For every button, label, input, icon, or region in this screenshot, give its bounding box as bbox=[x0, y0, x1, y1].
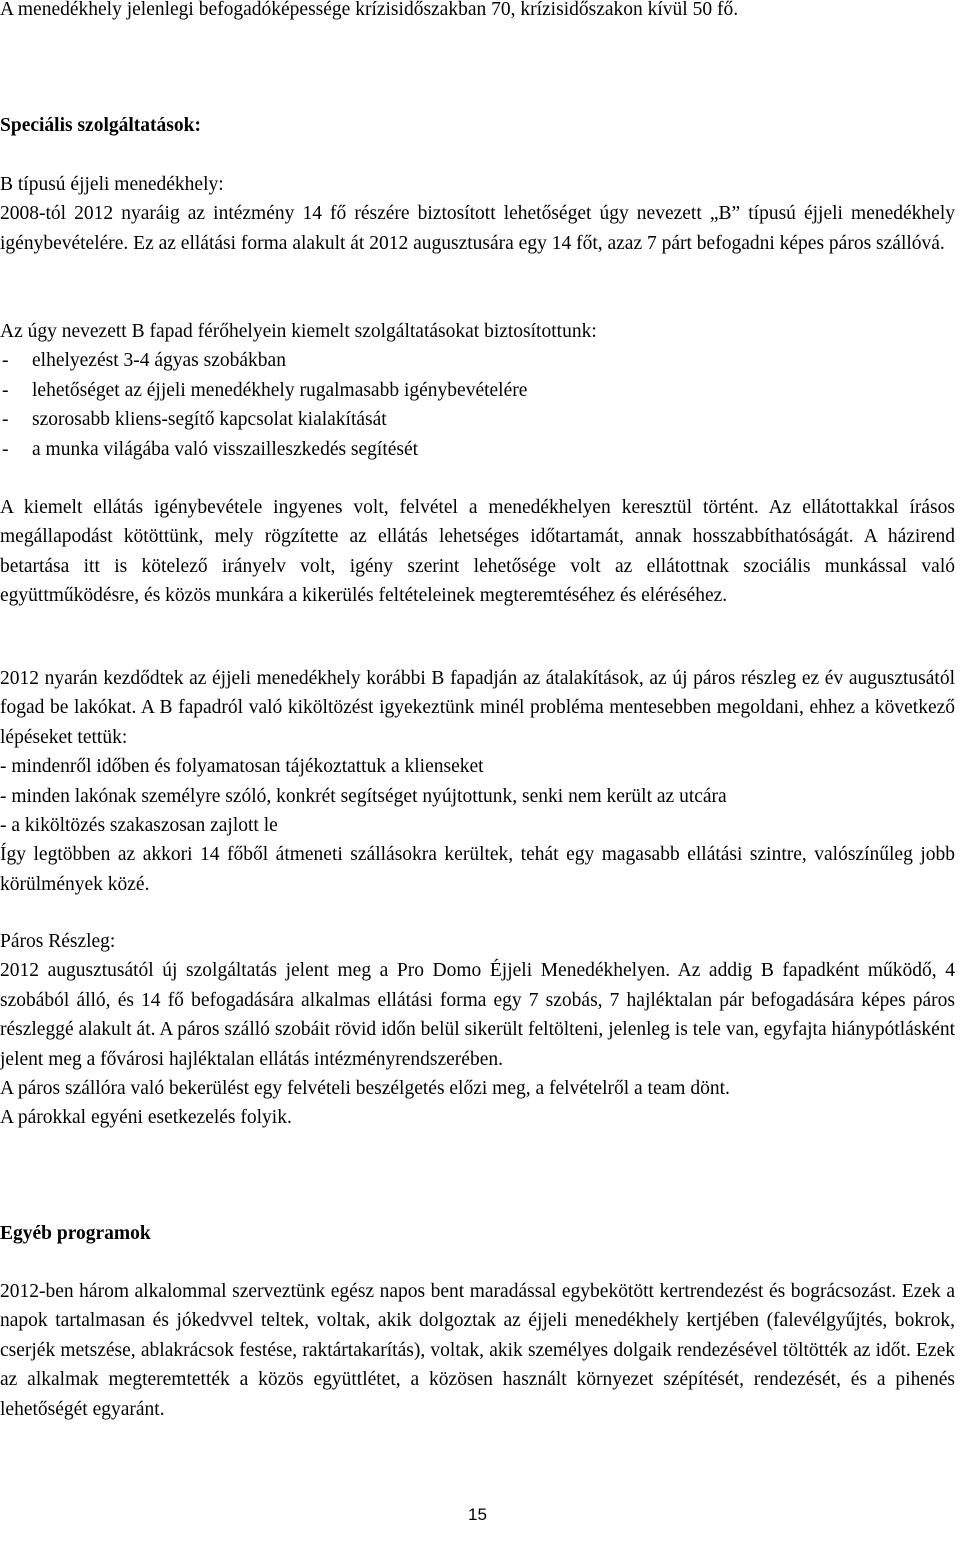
special-services-section bbox=[0, 111, 955, 140]
other-programs-body bbox=[0, 1277, 955, 1424]
paros-subtitle: Páros Részleg: bbox=[0, 931, 116, 952]
step-item: - a kiköltözés szakaszosan zajlott le bbox=[0, 815, 278, 837]
summer-section bbox=[0, 664, 955, 899]
b-type-section bbox=[0, 170, 955, 258]
paros-paragraph: 2012 augusztusától új szolgáltatás jelent meg a Pro Domo Éjjeli Menedékhelyen. Az addig B fapadként működő, 4 szobából álló, és 14 fő befogadására alkalmas ellátási forma egy 7 szobás, 7 hajléktalan pár befogadására képes páros részleggé alakult át. A páros szálló szobáit rövid időn belül sikerült feltölteni, jelenleg is tele van, egyfajta hiánypótlásként jelent meg a fővárosi hajléktalan ellátás intézményrendszerében. bbox=[0, 960, 955, 1070]
summer-paragraph: 2012 nyarán kezdődtek az éjjeli menedékhely korábbi B fapadján az átalakítások, az új páros részleg ez év augusztusától fogad be lakókat. A B fapadról való kiköltözést igyekeztünk minél probléma mentesebben megoldani, ehhez a következő lépéseket tettük: bbox=[0, 668, 955, 748]
b-type-subtitle: B típusú éjjeli menedékhely: bbox=[0, 174, 224, 195]
b-type-paragraph: 2008-tól 2012 nyaráig az intézmény 14 fő részére biztosított lehetőséget úgy nevezett „B” típusú éjjeli menedékhely igénybevételére. Ez az ellátási forma alakult át 2012 augusztusára egy 14 főt, azaz 7 párt befogadni képes páros szállóvá. bbox=[0, 203, 955, 254]
list-item bbox=[0, 346, 955, 375]
other-programs-section bbox=[0, 1219, 955, 1248]
list-item-text: a munka világába való visszailleszkedés segítését bbox=[32, 438, 419, 460]
paros-section bbox=[0, 927, 955, 1133]
list-item-text: lehetőséget az éjjeli menedékhely rugalmasabb igénybevételére bbox=[32, 379, 528, 401]
free-service-section bbox=[0, 493, 955, 611]
list-dash: - bbox=[2, 350, 9, 372]
services-intro: Az úgy nevezett B fapad férőhelyein kiemelt szolgáltatásokat biztosítottunk: bbox=[0, 321, 597, 342]
list-item bbox=[0, 376, 955, 405]
other-programs-heading: Egyéb programok bbox=[0, 1223, 151, 1244]
list-item bbox=[0, 435, 955, 464]
list-dash: - bbox=[2, 438, 9, 460]
paros-admission: A páros szállóra való bekerülést egy felvételi beszélgetés előzi meg, a felvételről a team dönt. bbox=[0, 1078, 730, 1100]
list-item-text: szorosabb kliens-segítő kapcsolat kialakítását bbox=[32, 409, 387, 431]
step-item: - mindenről időben és folyamatosan tájékoztattuk a klienseket bbox=[0, 756, 484, 778]
services-section bbox=[0, 317, 955, 464]
list-item-text: elhelyezést 3-4 ágyas szobákban bbox=[32, 350, 286, 372]
list-item bbox=[0, 405, 955, 434]
step-item: - minden lakónak személyre szóló, konkrét segítséget nyújtottunk, senki nem került az utcára bbox=[0, 785, 727, 807]
capacity-paragraph: A menedékhely jelenlegi befogadóképessége krízisidőszakban 70, krízisidőszakon kívül 50 fő. bbox=[0, 0, 739, 20]
paros-casework: A párokkal egyéni esetkezelés folyik. bbox=[0, 1107, 292, 1129]
other-programs-paragraph: 2012-ben három alkalommal szerveztünk egész napos bent maradással egybekötött kertrendezést és bográcsozást. Ezek a napok tartalmasan és jókedvvel teltek, voltak, akik dolgoztak az éjjeli menedékhely kertjében (falevélgyűjtés, bokrok, cserjék metszése, ablakrácsok festése, raktártakarítás), voltak, akik személyes dolgaik rendezésével töltötték az időt. Ezek az alkalmak megteremtették a közös együttlétet, a közösen használt környezet szépítését, rendezését, és a pihenés lehetőségét egyaránt. bbox=[0, 1281, 955, 1420]
special-services-heading: Speciális szolgáltatások: bbox=[0, 115, 201, 136]
result-paragraph: Így legtöbben az akkori 14 főből átmeneti szállásokra kerültek, tehát egy magasabb ellátási szintre, valószínűleg jobb körülmények közé. bbox=[0, 844, 955, 895]
free-service-paragraph: A kiemelt ellátás igénybevétele ingyenes volt, felvétel a menedékhelyen keresztül történt. Az ellátottakkal írásos megállapodást kötöttünk, mely rögzítette az ellátás lehetséges időtartamát, annak hosszabbíthatóságát. A házirend betartása itt is kötelező irányelv volt, igény szerint lehetősége volt az ellátottnak szociális munkással való együttműködésre, és közös munkára a kikerülés feltételeinek megteremtéséhez és eléréséhez. bbox=[0, 497, 955, 607]
page-number: 15 bbox=[468, 1505, 487, 1524]
list-dash: - bbox=[2, 409, 9, 431]
list-dash: - bbox=[2, 379, 9, 401]
